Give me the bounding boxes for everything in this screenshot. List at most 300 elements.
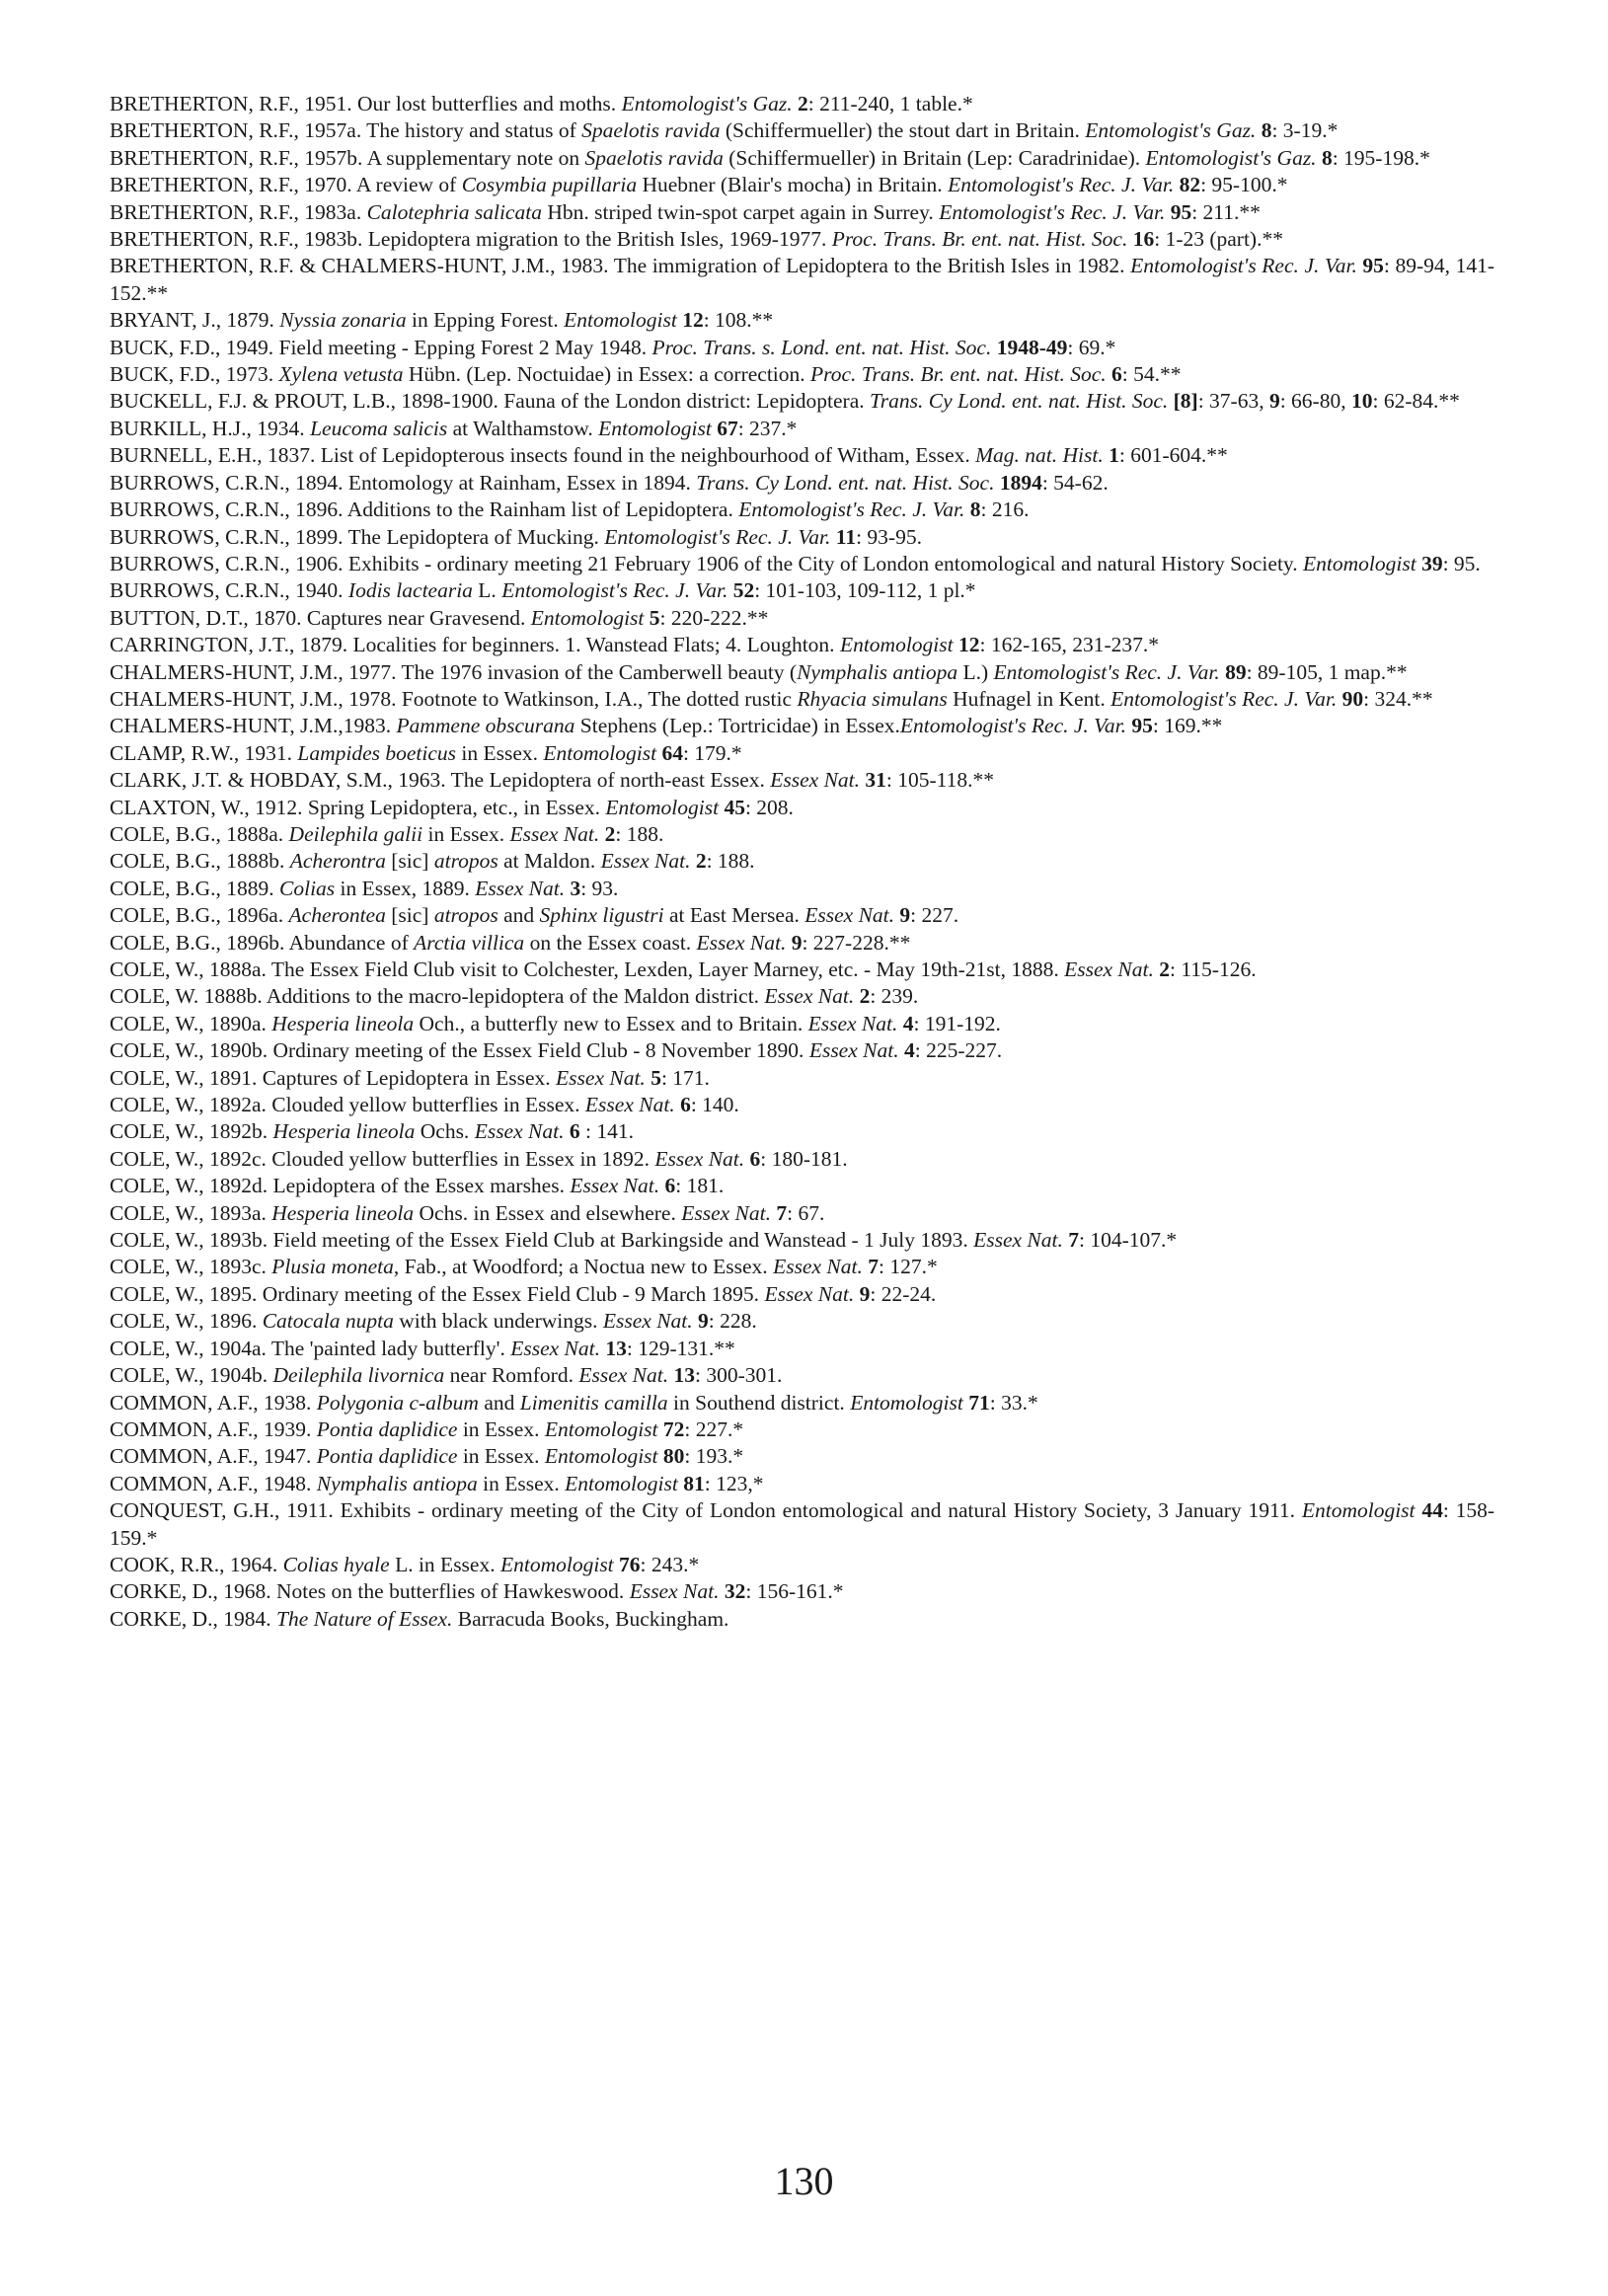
reference-text: : 180-181. xyxy=(760,1146,848,1171)
reference-entry xyxy=(110,686,1494,713)
italic-text: Colias xyxy=(279,876,336,900)
italic-text: Essex Nat. xyxy=(602,1309,693,1334)
reference-text: : 239. xyxy=(870,984,919,1009)
reference-text: in Essex. xyxy=(456,740,544,765)
reference-text: : 108.** xyxy=(703,308,774,333)
reference-text: CHALMERS-HUNT, J.M., 1977. The 1976 invasion of the Camberwell beauty ( xyxy=(110,659,798,684)
volume-number: 6 xyxy=(680,1093,691,1117)
reference-entry xyxy=(110,497,1494,523)
reference-text: with black underwings. xyxy=(393,1309,603,1334)
volume-number: 95 xyxy=(1131,714,1153,738)
reference-entry xyxy=(110,767,1494,794)
reference-text: COLE, W., 1888a. The Essex Field Club visit to Colchester, Lexden, Layer Marney, etc. - May 19th-21st, 1888. xyxy=(110,957,1065,981)
volume-number: 64 xyxy=(661,740,683,765)
volume-number: 13 xyxy=(673,1363,696,1388)
reference-text: : 129-131.** xyxy=(626,1336,735,1360)
reference-text: in Southend district. xyxy=(667,1390,851,1415)
italic-text: Spaelotis ravida xyxy=(581,118,721,143)
reference-entry xyxy=(110,713,1494,739)
reference-text: COLE, B.G., 1888b. xyxy=(110,849,290,874)
reference-text: : 140. xyxy=(690,1093,739,1117)
reference-text: : 195-198.* xyxy=(1332,145,1430,170)
italic-text: Entomologist's Gaz. xyxy=(621,92,793,115)
reference-text: on the Essex coast. xyxy=(524,930,697,955)
reference-text: : 188. xyxy=(706,849,755,874)
reference-text: BRETHERTON, R.F. & CHALMERS-HUNT, J.M., 1983. The immigration of Lepidoptera to the British Isles in 1982. xyxy=(110,254,1131,278)
reference-text: : 127.* xyxy=(878,1255,938,1279)
volume-number: 80 xyxy=(662,1444,685,1469)
italic-text: Entomologist xyxy=(850,1390,963,1415)
reference-text: COMMON, A.F., 1939. xyxy=(110,1416,317,1441)
reference-entry xyxy=(110,172,1494,198)
volume-number: 2 xyxy=(604,821,616,846)
volume-number: 9 xyxy=(1268,389,1280,414)
reference-text: in Essex. xyxy=(422,821,510,846)
volume-number: 5 xyxy=(651,1065,661,1090)
reference-text: COMMON, A.F., 1948. xyxy=(110,1471,317,1495)
italic-text: Deilephila livornica xyxy=(272,1363,445,1388)
italic-text: Essex Nat. xyxy=(696,930,787,955)
reference-text: COMMON, A.F., 1938. xyxy=(110,1390,317,1415)
reference-text: L.) xyxy=(957,659,994,684)
reference-text: CORKE, D., 1984. xyxy=(110,1606,277,1631)
volume-number: 81 xyxy=(683,1471,705,1495)
italic-text: atropos xyxy=(433,849,498,874)
reference-text: BRETHERTON, R.F., 1970. A review of xyxy=(110,173,462,197)
volume-number: 9 xyxy=(698,1309,709,1334)
italic-text: Essex Nat. xyxy=(764,1281,855,1306)
italic-text: Essex Nat. xyxy=(600,849,691,874)
volume-number: 12 xyxy=(957,633,980,657)
reference-text: Huebner (Blair's mocha) in Britain. xyxy=(637,173,949,197)
volume-number: 1 xyxy=(1109,443,1119,468)
volume-number: 7 xyxy=(868,1255,879,1279)
reference-entry xyxy=(110,1065,1494,1092)
reference-text: COLE, W., 1892d. Lepidoptera of the Essex marshes. xyxy=(110,1174,571,1198)
reference-text: : 1-23 (part).** xyxy=(1154,227,1283,252)
page-number: 130 xyxy=(774,2159,834,2203)
volume-number: 89 xyxy=(1225,659,1247,684)
italic-text: Hesperia lineola xyxy=(272,1119,416,1144)
reference-entry xyxy=(110,957,1494,983)
volume-number: 8 xyxy=(969,497,981,522)
reference-text: Hübn. (Lep. Noctuidae) in Essex: a correction. xyxy=(403,362,811,387)
reference-entry xyxy=(110,1281,1494,1308)
reference-text: : 237.* xyxy=(737,416,798,440)
reference-text: in Essex. xyxy=(477,1471,566,1495)
italic-text: Sphinx ligustri xyxy=(539,903,664,928)
italic-text: Essex Nat. xyxy=(808,1038,899,1063)
reference-text: : 89-105, 1 map.** xyxy=(1246,659,1408,684)
italic-text: Entomologist xyxy=(1303,551,1417,575)
italic-text: Essex Nat. xyxy=(973,1228,1063,1253)
italic-text: Limenitis camilla xyxy=(519,1390,668,1415)
italic-text: Essex Nat. xyxy=(629,1579,720,1604)
reference-text: COLE, W., 1891. Captures of Lepidoptera in Essex. xyxy=(110,1065,557,1090)
italic-text: Essex Nat. xyxy=(770,768,861,793)
italic-text: Entomologist's Rec. J. Var. xyxy=(948,173,1175,197)
volume-number: 9 xyxy=(899,903,911,928)
reference-text: COMMON, A.F., 1947. xyxy=(110,1444,317,1469)
reference-entry xyxy=(110,253,1494,307)
reference-text: COLE, W., 1895. Ordinary meeting of the Essex Field Club - 9 March 1895. xyxy=(110,1281,765,1306)
italic-text: Entomologist's Rec. J. Var. xyxy=(604,524,831,549)
italic-text: Essex Nat. xyxy=(474,1119,565,1144)
reference-text: BRETHERTON, R.F., 1951. Our lost butterflies and moths. xyxy=(110,92,622,115)
italic-text: Iodis lactearia xyxy=(347,578,473,603)
reference-text: BURROWS, C.R.N., 1896. Additions to the Rainham list of Lepidoptera. xyxy=(110,497,739,522)
reference-text: near Romford. xyxy=(444,1363,579,1388)
reference-text: : 95-100.* xyxy=(1200,173,1288,197)
reference-entry xyxy=(110,199,1494,226)
reference-entry xyxy=(110,1227,1494,1254)
reference-text: CONQUEST, G.H., 1911. Exhibits - ordinary meeting of the City of London entomological and natural History Society, 3 January 1911. xyxy=(110,1498,1302,1523)
reference-entry xyxy=(110,1578,1494,1605)
reference-text: Och., a butterfly new to Essex and to Britain. xyxy=(414,1011,808,1035)
reference-text: : 216. xyxy=(980,497,1030,522)
italic-text: Entomologist xyxy=(530,605,645,630)
volume-number: 9 xyxy=(859,1281,871,1306)
italic-text: The Nature of Essex. xyxy=(276,1606,453,1631)
reference-entry xyxy=(110,442,1494,469)
reference-text: : 227.* xyxy=(684,1416,744,1441)
reference-text: : 22-24. xyxy=(870,1281,937,1306)
reference-text: : 211.** xyxy=(1191,199,1261,224)
reference-text: BRETHERTON, R.F., 1957a. The history and status of xyxy=(110,118,582,143)
italic-text: Entomologist xyxy=(543,740,657,765)
italic-text: Essex Nat. xyxy=(578,1363,669,1388)
italic-text: Entomologist's Gaz. xyxy=(1085,118,1257,143)
italic-text: Entomologist xyxy=(565,1471,678,1495)
volume-number: 52 xyxy=(732,578,755,603)
reference-text: : 156-161.* xyxy=(745,1579,844,1604)
reference-text: COLE, W., 1890b. Ordinary meeting of the Essex Field Club - 8 November 1890. xyxy=(110,1038,809,1063)
volume-number: 16 xyxy=(1132,227,1155,252)
reference-text: : 300-301. xyxy=(695,1363,783,1388)
volume-number: 6 xyxy=(664,1174,676,1198)
reference-text: : 181. xyxy=(675,1174,725,1198)
reference-text: BRYANT, J., 1879. xyxy=(110,308,280,333)
reference-text: Barracuda Books, Buckingham. xyxy=(452,1606,729,1631)
italic-text: Trans. Cy Lond. ent. nat. Hist. Soc. xyxy=(696,470,995,495)
italic-text: Essex Nat. xyxy=(804,903,895,928)
reference-text: : 227-228.** xyxy=(802,930,911,955)
italic-text: Trans. Cy Lond. ent. nat. Hist. Soc. xyxy=(870,389,1169,414)
reference-text: : 227. xyxy=(910,903,959,928)
italic-text: Entomologist's Rec. J. Var. xyxy=(501,578,728,603)
reference-text: COLE, B.G., 1896a. xyxy=(110,903,289,928)
reference-text: in Essex, 1889. xyxy=(335,876,476,900)
reference-entry xyxy=(110,226,1494,253)
reference-entry xyxy=(110,1497,1494,1552)
reference-text: : 105-118.** xyxy=(885,768,994,793)
reference-entry xyxy=(110,659,1494,686)
reference-text: BURROWS, C.R.N., 1940. xyxy=(110,578,348,603)
italic-text: Proc. Trans. s. Lond. ent. nat. Hist. Soc. xyxy=(651,335,992,359)
reference-entry xyxy=(110,524,1494,551)
reference-entry xyxy=(110,605,1494,632)
reference-entry xyxy=(110,1443,1494,1470)
reference-text: : 33.* xyxy=(989,1390,1038,1415)
reference-text: : 62-84.** xyxy=(1372,389,1460,414)
reference-text: BRETHERTON, R.F., 1983b. Lepidoptera migration to the British Isles, 1969-1977. xyxy=(110,227,832,252)
reference-text: : 193.* xyxy=(684,1444,744,1469)
reference-text: at Walthamstow. xyxy=(447,416,599,440)
reference-text: : 220-222.** xyxy=(659,605,769,630)
reference-entry xyxy=(110,1200,1494,1227)
volume-number: 5 xyxy=(649,605,660,630)
italic-text: Essex Nat. xyxy=(807,1011,898,1035)
reference-text: BUCK, F.D., 1973. xyxy=(110,362,279,387)
volume-number: 44 xyxy=(1421,1498,1443,1523)
reference-entry xyxy=(110,1552,1494,1578)
volume-number: [8] xyxy=(1173,389,1198,414)
volume-number: 39 xyxy=(1421,551,1443,575)
volume-number: 82 xyxy=(1179,173,1201,197)
reference-entry xyxy=(110,1011,1494,1037)
italic-text: Nymphalis antiopa xyxy=(797,659,958,684)
italic-text: Xylena vetusta xyxy=(278,362,404,387)
italic-text: Entomologist xyxy=(605,795,720,819)
reference-entry xyxy=(110,1336,1494,1362)
reference-entry xyxy=(110,983,1494,1010)
reference-entry xyxy=(110,848,1494,875)
reference-text: : 228. xyxy=(708,1309,757,1334)
reference-text: at East Mersea. xyxy=(663,903,805,928)
reference-text: BRETHERTON, R.F., 1957b. A supplementary note on xyxy=(110,145,585,170)
reference-text: COLE, W., 1892b. xyxy=(110,1119,273,1144)
reference-text: CHALMERS-HUNT, J.M.,1983. xyxy=(110,714,397,738)
reference-text: BUTTON, D.T., 1870. Captures near Gravesend. xyxy=(110,605,531,630)
reference-text: BURROWS, C.R.N., 1899. The Lepidoptera of Mucking. xyxy=(110,524,605,549)
volume-number: 1894 xyxy=(999,470,1042,495)
reference-text: : 69.* xyxy=(1067,335,1116,359)
italic-text: Entomologist xyxy=(544,1444,658,1469)
italic-text: Leucoma salicis xyxy=(310,416,448,440)
reference-text: , Fab., at Woodford; a Noctua new to Essex. xyxy=(393,1255,774,1279)
italic-text: Entomologist's Rec. J. Var. xyxy=(939,199,1166,224)
volume-number: 3 xyxy=(570,876,581,900)
volume-number: 10 xyxy=(1350,389,1373,414)
volume-number: 6 xyxy=(749,1146,761,1171)
reference-entry xyxy=(110,307,1494,334)
volume-number: 7 xyxy=(1068,1228,1080,1253)
reference-text: CLAXTON, W., 1912. Spring Lepidoptera, etc., in Essex. xyxy=(110,795,606,819)
reference-text: in Essex. xyxy=(457,1444,545,1469)
reference-text: COLE, B.G., 1896b. Abundance of xyxy=(110,930,415,955)
reference-entry xyxy=(110,1390,1494,1416)
reference-text: COLE, W., 1904a. The 'painted lady butterfly'. xyxy=(110,1336,511,1360)
italic-text: Lampides boeticus xyxy=(297,740,457,765)
italic-text: Essex Nat. xyxy=(556,1065,646,1090)
reference-text: : 93-95. xyxy=(856,524,922,549)
reference-text: Stephens (Lep.: Tortricidae) in Essex. xyxy=(574,714,900,738)
reference-text: : 162-165, 231-237.* xyxy=(979,633,1160,657)
reference-text: and xyxy=(478,1390,520,1415)
reference-text: : 37-63, xyxy=(1197,389,1269,414)
volume-number: 9 xyxy=(791,930,803,955)
italic-text: Entomologist's Rec. J. Var. xyxy=(1110,686,1338,711)
italic-text: Essex Nat. xyxy=(509,821,600,846)
volume-number: 8 xyxy=(1321,145,1333,170)
reference-text: : 243.* xyxy=(640,1552,700,1576)
volume-number: 2 xyxy=(859,984,871,1009)
reference-entry xyxy=(110,1146,1494,1173)
reference-text: CORKE, D., 1968. Notes on the butterflies of Hawkeswood. xyxy=(110,1579,630,1604)
italic-text: Entomologist xyxy=(1301,1498,1416,1523)
reference-entry xyxy=(110,1308,1494,1335)
reference-entry xyxy=(110,1037,1494,1064)
volume-number: 7 xyxy=(776,1200,788,1225)
reference-text: : 169.** xyxy=(1152,714,1223,738)
reference-text: L. xyxy=(472,578,502,603)
italic-text: Nyssia zonaria xyxy=(279,308,407,333)
reference-entry xyxy=(110,470,1494,497)
reference-text: COLE, W., 1890a. xyxy=(110,1011,272,1035)
reference-entry xyxy=(110,91,1494,117)
reference-entry xyxy=(110,388,1494,415)
reference-text: CLAMP, R.W., 1931. xyxy=(110,740,298,765)
reference-text: : 89-94, 141-152.** xyxy=(110,254,1495,305)
volume-number: 71 xyxy=(968,1390,990,1415)
reference-text: in Essex. xyxy=(457,1416,545,1441)
italic-text: Entomologist xyxy=(564,308,677,333)
reference-text: : 191-192. xyxy=(913,1011,1001,1035)
reference-entry xyxy=(110,876,1494,902)
reference-text: : 324.** xyxy=(1363,686,1433,711)
reference-text: : 66-80, xyxy=(1279,389,1351,414)
reference-entry xyxy=(110,416,1494,442)
reference-text: in Epping Forest. xyxy=(406,308,565,333)
reference-text: : 171. xyxy=(660,1065,710,1090)
italic-text: Polygonia c-album xyxy=(316,1390,479,1415)
reference-entry xyxy=(110,902,1494,929)
reference-text: BUCKELL, F.J. & PROUT, L.B., 1898-1900. Fauna of the London district: Lepidoptera. xyxy=(110,389,871,414)
italic-text: Mag. nat. Hist. xyxy=(975,443,1104,468)
reference-text: COLE, W., 1892c. Clouded yellow butterflies in Essex in 1892. xyxy=(110,1146,655,1171)
reference-text: BUCK, F.D., 1949. Field meeting - Epping Forest 2 May 1948. xyxy=(110,335,652,359)
volume-number: 2 xyxy=(1159,957,1170,981)
italic-text: Entomologist's Rec. J. Var. xyxy=(738,497,965,522)
reference-entry xyxy=(110,930,1494,957)
reference-entry xyxy=(110,1118,1494,1145)
reference-text: (Schiffermueller) in Britain (Lep: Caradrinidae). xyxy=(723,145,1146,170)
italic-text: Essex Nat. xyxy=(764,984,855,1009)
italic-text: Deilephila galii xyxy=(288,821,423,846)
reference-text: : 115-126. xyxy=(1169,957,1257,981)
reference-entry xyxy=(110,1416,1494,1443)
reference-text: COLE, W., 1893c. xyxy=(110,1255,272,1279)
reference-text: : 54.** xyxy=(1121,362,1182,387)
reference-entry xyxy=(110,1173,1494,1199)
reference-text: CARRINGTON, J.T., 1879. Localities for beginners. 1. Wanstead Flats; 4. Loughton. xyxy=(110,633,840,657)
italic-text: Entomologist xyxy=(598,416,712,440)
reference-text: : 179.* xyxy=(682,740,742,765)
reference-text: : 188. xyxy=(615,821,664,846)
reference-text: BRETHERTON, R.F., 1983a. xyxy=(110,199,367,224)
volume-number: 32 xyxy=(724,1579,746,1604)
volume-number: 76 xyxy=(619,1552,641,1576)
reference-entry xyxy=(110,551,1494,577)
italic-text: Arctia villica xyxy=(414,930,525,955)
volume-number: 13 xyxy=(605,1336,627,1360)
italic-text: Catocala nupta xyxy=(262,1309,394,1334)
volume-number: 95 xyxy=(1170,199,1192,224)
italic-text: Acherontra xyxy=(289,849,386,874)
reference-text: : 3-19.* xyxy=(1271,118,1339,143)
reference-text: [sic] xyxy=(385,849,434,874)
volume-number: 4 xyxy=(903,1038,915,1063)
volume-number: 6 xyxy=(1111,362,1122,387)
reference-entry xyxy=(110,335,1494,361)
italic-text: Essex Nat. xyxy=(773,1255,863,1279)
italic-text: Pontia daplidice xyxy=(316,1444,458,1469)
italic-text: Pontia daplidice xyxy=(316,1416,458,1441)
reference-text: Ochs. in Essex and elsewhere. xyxy=(414,1200,682,1225)
italic-text: Proc. Trans. Br. ent. nat. Hist. Soc. xyxy=(810,362,1107,387)
reference-text: : 54-62. xyxy=(1041,470,1109,495)
reference-text: COLE, W. 1888b. Additions to the macro-lepidoptera of the Maldon district. xyxy=(110,984,765,1009)
italic-text: Calotephria salicata xyxy=(366,199,542,224)
reference-text: COLE, W., 1904b. xyxy=(110,1363,273,1388)
reference-text: COLE, W., 1892a. Clouded yellow butterflies in Essex. xyxy=(110,1093,585,1117)
italic-text: Hesperia lineola xyxy=(271,1200,415,1225)
reference-text: and xyxy=(498,903,540,928)
italic-text: Essex Nat. xyxy=(681,1200,771,1225)
reference-entry xyxy=(110,117,1494,144)
reference-list xyxy=(110,91,1494,1633)
italic-text: Entomologist's Gaz. xyxy=(1145,145,1317,170)
reference-text: CLARK, J.T. & HOBDAY, S.M., 1963. The Lepidoptera of north-east Essex. xyxy=(110,768,771,793)
italic-text: Essex Nat. xyxy=(654,1146,745,1171)
volume-number: 11 xyxy=(835,524,857,549)
volume-number: 12 xyxy=(682,308,704,333)
reference-text: : 225-227. xyxy=(914,1038,1003,1063)
italic-text: Proc. Trans. Br. ent. nat. Hist. Soc. xyxy=(831,227,1128,252)
reference-entry xyxy=(110,577,1494,604)
volume-number: 95 xyxy=(1362,254,1384,278)
italic-text: Spaelotis ravida xyxy=(584,145,724,170)
reference-entry xyxy=(110,145,1494,172)
reference-entry xyxy=(110,1092,1494,1118)
reference-text: CHALMERS-HUNT, J.M., 1978. Footnote to Watkinson, I.A., The dotted rustic xyxy=(110,686,798,711)
volume-number: 6 xyxy=(569,1119,580,1144)
italic-text: Hesperia lineola xyxy=(271,1011,415,1035)
reference-text: at Maldon. xyxy=(498,849,601,874)
italic-text: Pammene obscurana xyxy=(396,714,575,738)
reference-entry xyxy=(110,361,1494,388)
reference-entry xyxy=(110,1362,1494,1389)
reference-text: COLE, B.G., 1889. xyxy=(110,876,279,900)
reference-entry xyxy=(110,740,1494,767)
reference-entry xyxy=(110,1606,1494,1633)
italic-text: Colias hyale xyxy=(282,1552,390,1576)
reference-text: : 123,* xyxy=(704,1471,764,1495)
reference-text: Ochs. xyxy=(415,1119,475,1144)
italic-text: Entomologist's Rec. J. Var. xyxy=(1130,254,1357,278)
reference-text: : 601-604.** xyxy=(1118,443,1228,468)
reference-text: BURROWS, C.R.N., 1906. Exhibits - ordinary meeting 21 February 1906 of the City of London entomological and natural History Society. xyxy=(110,551,1304,575)
italic-text: Entomologist's Rec. J. Var. xyxy=(993,659,1220,684)
reference-text: BURNELL, E.H., 1837. List of Lepidopterous insects found in the neighbourhood of Witham, Essex. xyxy=(110,443,976,468)
reference-text: : 95. xyxy=(1442,551,1481,575)
italic-text: Essex Nat. xyxy=(584,1093,675,1117)
reference-text: COLE, B.G., 1888a. xyxy=(110,821,289,846)
reference-entry xyxy=(110,795,1494,821)
volume-number: 72 xyxy=(662,1416,685,1441)
italic-text: Plusia moneta xyxy=(271,1255,394,1279)
reference-text: : 158-159.* xyxy=(110,1498,1494,1550)
